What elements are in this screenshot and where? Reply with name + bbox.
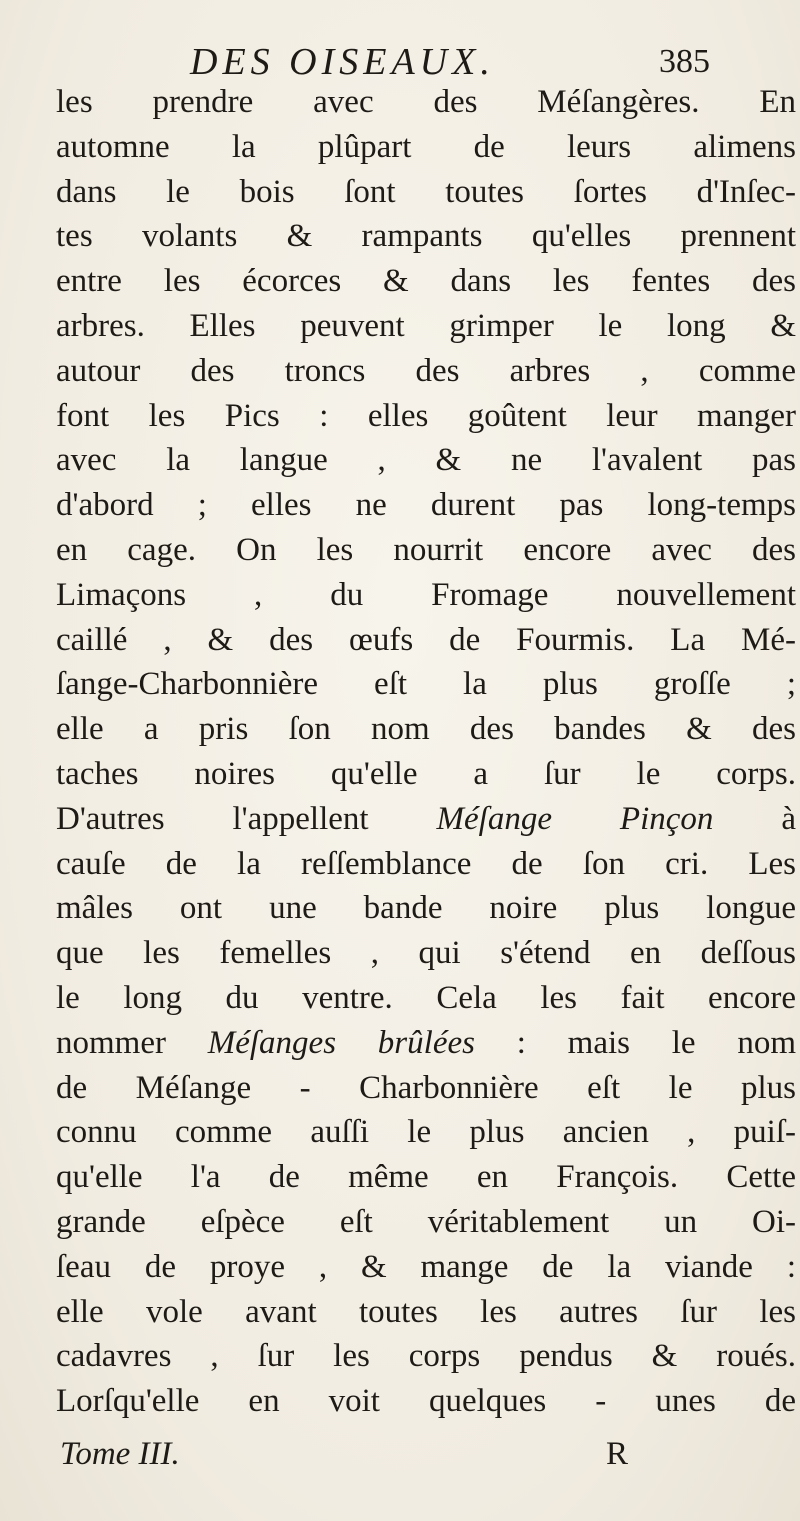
text-line: Limaçons , du Fromage nouvellement [56, 576, 796, 613]
text-segment: D'autres l'appellent [56, 800, 437, 837]
text-line: arbres. Elles peuvent grimper le long & [56, 307, 796, 344]
page-footer [56, 1432, 796, 1476]
running-title: DES OISEAUX. [190, 41, 495, 83]
text-line: grande eſpèce eſt véritablement un Oi- [56, 1203, 796, 1240]
text-line: que les femelles , qui s'étend en deſſous [56, 935, 796, 972]
italic-bird-name: Méſange Pinçon [436, 800, 714, 837]
text-line: cadavres , ſur les corps pendus & roués. [56, 1338, 796, 1375]
text-line: le long du ventre. Cela les fait encore [56, 979, 796, 1016]
text-line: avec la langue , & ne l'avalent pas [56, 442, 796, 479]
text-line: elle vole avant toutes les autres ſur les [56, 1293, 796, 1330]
text-line: connu comme auſſi le plus ancien , puiſ- [56, 1114, 796, 1151]
text-line: automne la plûpart de leurs alimens [56, 128, 796, 165]
text-line: Lorſqu'elle en voit quelques - unes de [56, 1383, 796, 1420]
text-line: dans le bois ſont toutes ſortes d'Inſec- [56, 173, 796, 210]
text-line: ſange-Charbonnière eſt la plus groſſe ; [56, 666, 796, 703]
page-header [190, 40, 710, 84]
body-text [56, 80, 796, 1424]
text-line: en cage. On les nourrit encore avec des [56, 531, 796, 568]
text-line: caillé , & des œufs de Fourmis. La Mé- [56, 621, 796, 658]
page-number: 385 [659, 43, 710, 80]
signature-mark: R [606, 1436, 629, 1472]
text-line-with-italic [56, 797, 796, 842]
text-line: d'abord ; elles ne durent pas long-temps [56, 487, 796, 524]
text-line: taches noires qu'elle a ſur le corps. [56, 755, 796, 792]
text-line: de Méſange - Charbonnière eſt le plus [56, 1069, 796, 1106]
text-segment: nommer [56, 1024, 208, 1061]
text-line: les prendre avec des Méſangères. En [56, 84, 796, 120]
text-line: font les Pics : elles goûtent leur manger [56, 397, 796, 434]
volume-label: Tome III. [60, 1436, 180, 1472]
text-line: tes volants & rampants qu'elles prennent [56, 218, 796, 255]
text-line-with-italic [56, 1021, 796, 1066]
text-line: cauſe de la reſſemblance de ſon cri. Les [56, 845, 796, 882]
text-line: qu'elle l'a de même en François. Cette [56, 1159, 796, 1196]
text-line: entre les écorces & dans les fentes des [56, 263, 796, 300]
text-line: mâles ont une bande noire plus longue [56, 890, 796, 927]
italic-bird-name: Méſanges brûlées [207, 1024, 475, 1061]
text-line: elle a pris ſon nom des bandes & des [56, 711, 796, 748]
text-segment: : mais le nom [474, 1024, 796, 1061]
text-line: autour des troncs des arbres , comme [56, 352, 796, 389]
text-line: ſeau de proye , & mange de la viande : [56, 1248, 796, 1285]
text-segment: à [713, 800, 796, 837]
